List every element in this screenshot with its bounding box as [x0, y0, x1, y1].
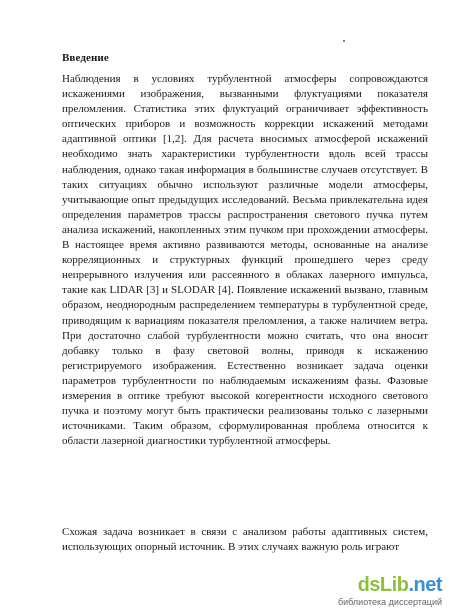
dslib-logo — [358, 575, 442, 595]
paragraph-1: Наблюдения в условиях турбулентной атмосферы сопровождаются искажениями изображения, вызванными флуктуациями показателя преломления. Статистика этих флуктуаций ограничивает эффективность оптических приборов и возможность коррекции искажений методами адаптивной оптики [1,2]. Для расчета вносимых атмосферой искажений необходимо знать характеристики турбулентности вдоль всей трассы наблюдения, однако такая информация в большинстве случаев отсутствует. В таких ситуациях обычно используют различные модели атмосферы, учитывающие опыт предыдущих исследований. Весьма привлекательна идея определения параметров трассы распространения светового пучка путем анализа искажений, накопленных этим пучком при прохождении атмосферы. В настоящее время активно развиваются методы, основанные на анализе корреляционных и структурных функций прошедшего через среду непрерывного излучения или рассеянного в облаках лазерного импульса, такие как LIDAR [3] и SLODAR [4]. Появление искажений вызвано, главным образом, неоднородным распределением температуры в турбулентной среде, приводящим к вариациям показателя преломления, а также наличием ветра. При достаточно слабой турбулентности можно считать, что она вносит добавку только в фазу световой волны, приводя к искажению регистрируемого изображения. Естественно возникает задача оценки параметров турбулентности по наблюдаемым искажениям фазы. Фазовые измерения в оптике требуют высокой когерентности исходного светового пучка и поэтому могут быть практически реализованы только с лазерными источниками. Таким образом, сформулированная проблема относится к области лазерной диагностики турбулентной атмосферы. — [62, 73, 428, 448]
dslib-watermark[interactable] — [324, 575, 442, 611]
logo-text-domain: .net — [408, 574, 442, 596]
section-heading: Введение — [62, 52, 109, 64]
page-mark — [343, 40, 345, 42]
logo-text-main: dsLib — [357, 574, 409, 596]
paragraph-2: Схожая задача возникает в связи с анализом работы адаптивных систем, использующих опорный источник. В этих случаях важную роль играют — [62, 526, 428, 554]
watermark-subtitle: библиотека диссертаций — [337, 597, 442, 607]
